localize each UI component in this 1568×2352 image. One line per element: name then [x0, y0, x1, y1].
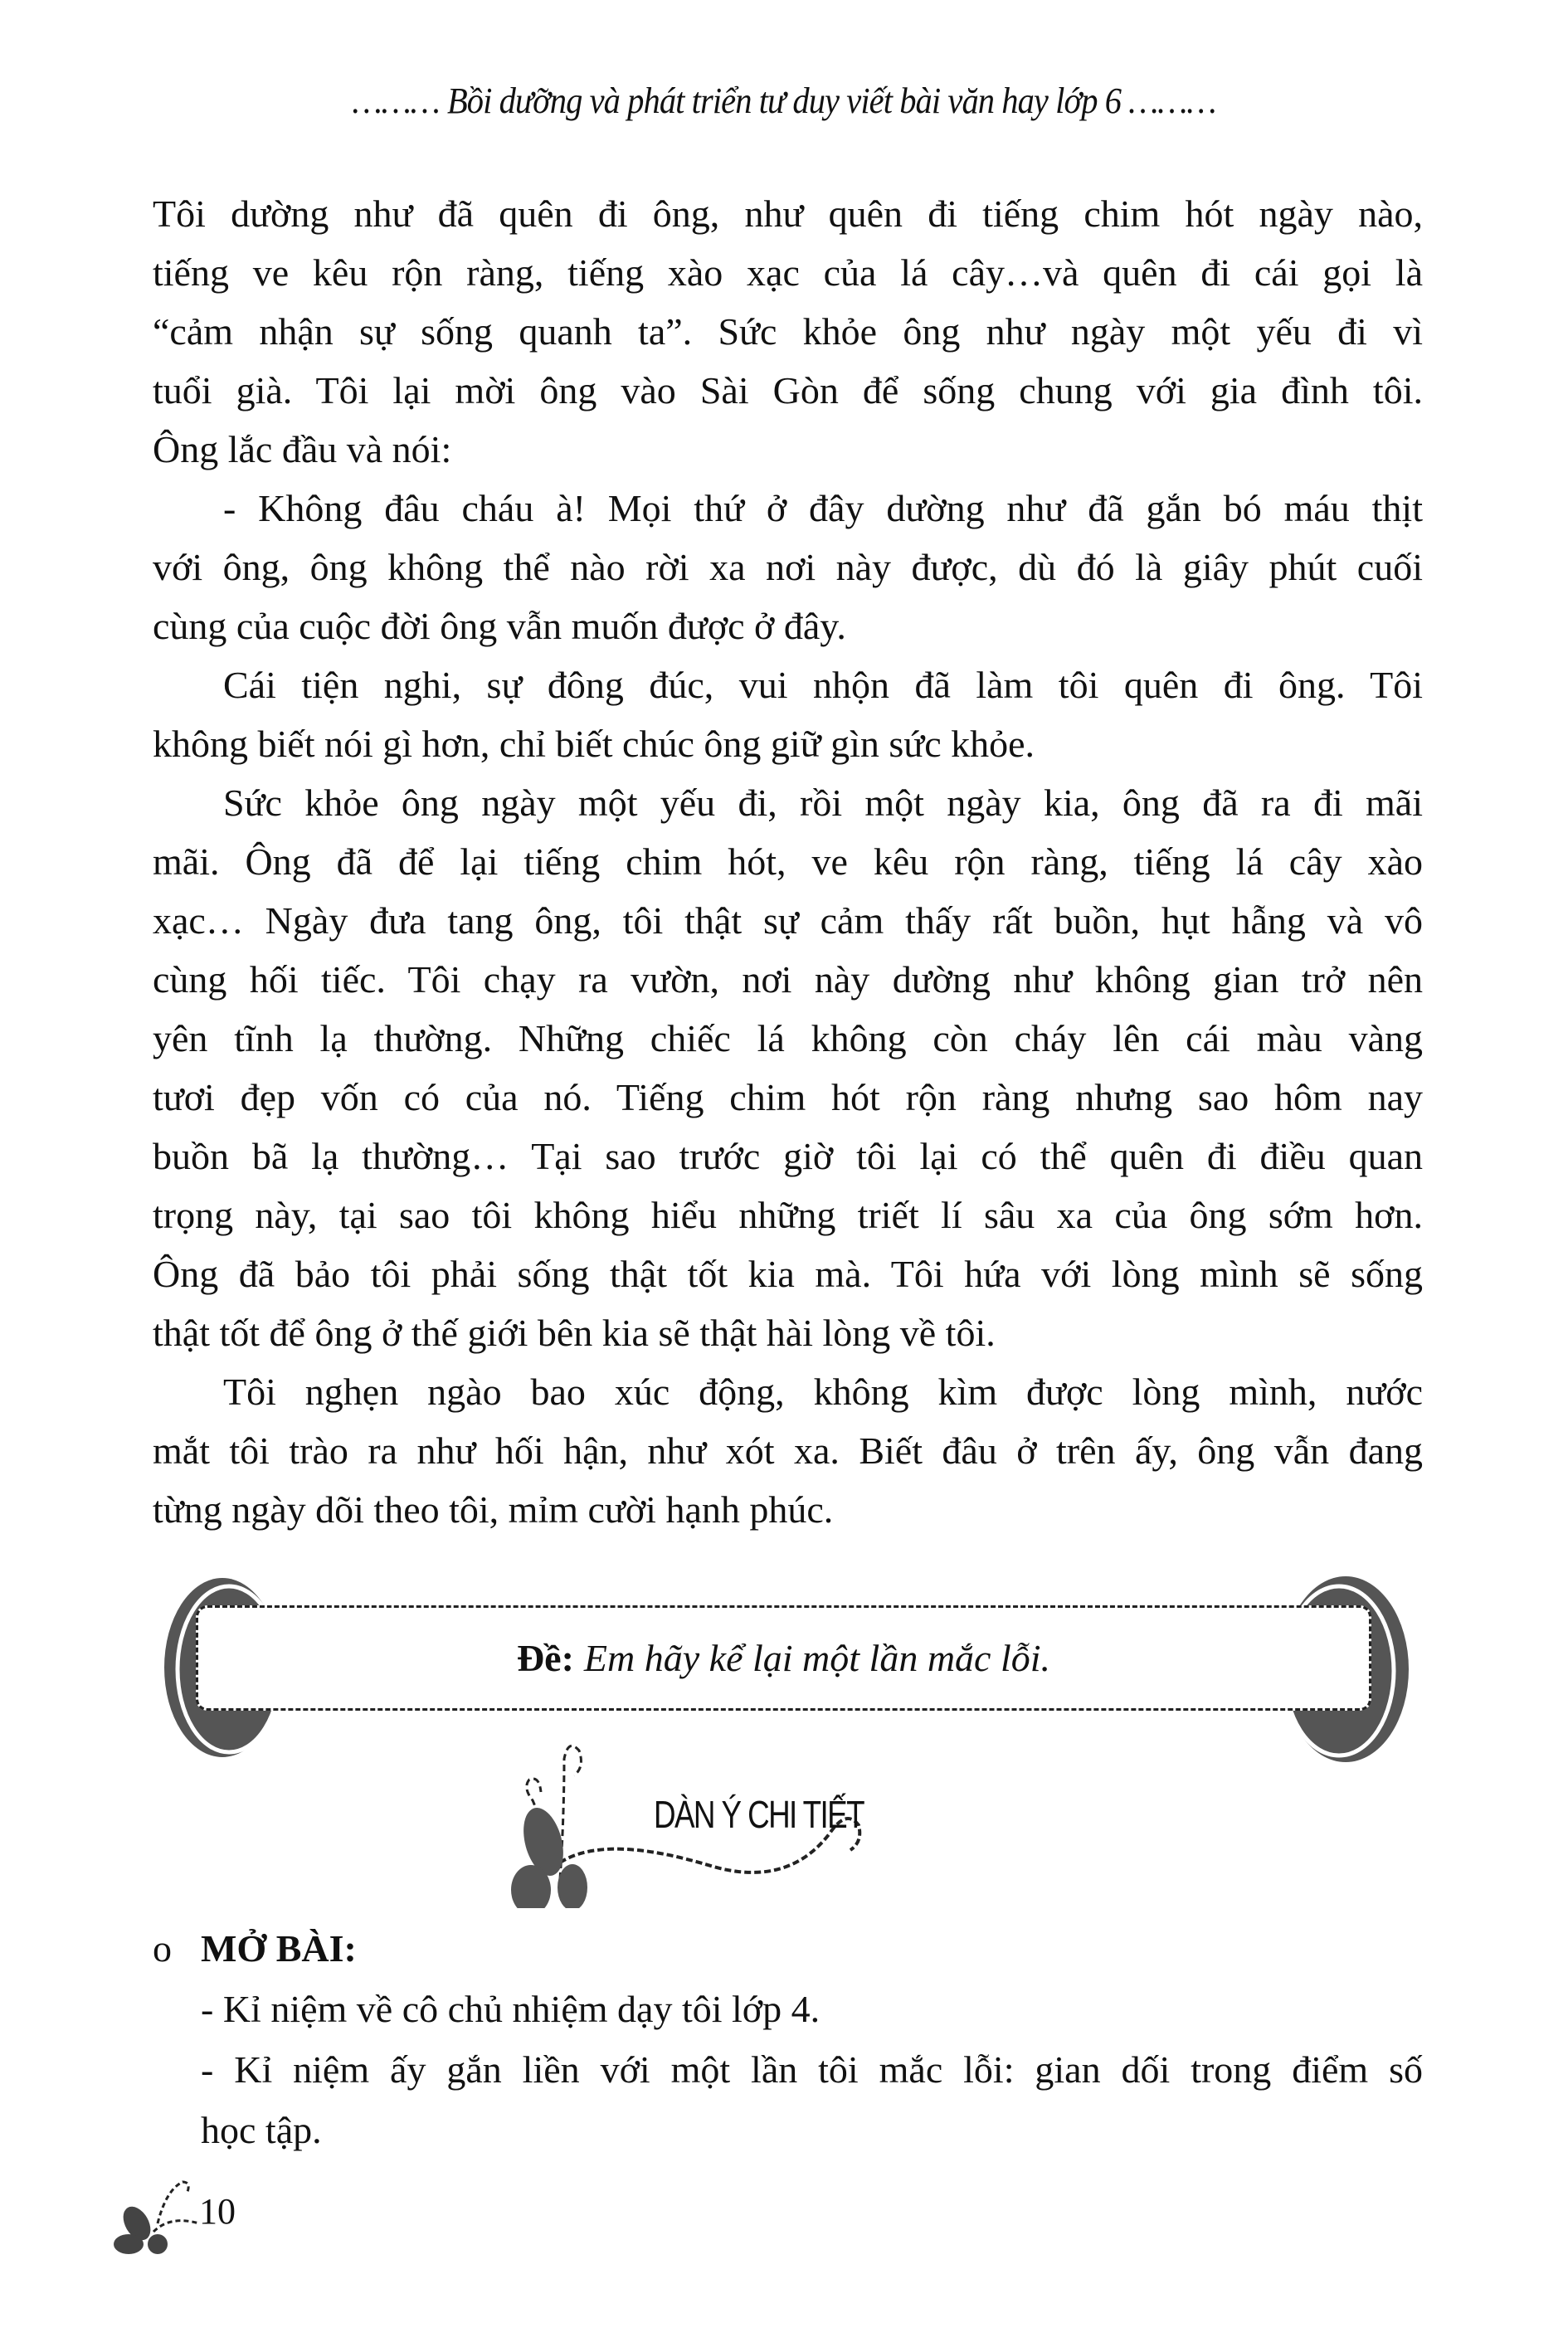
text-line: tươi đẹp vốn có của nó. Tiếng chim hót rộn ràng nhưng sao hôm nay: [153, 1076, 1423, 1118]
outline-item: học tập.: [201, 2109, 322, 2151]
bullet-marker: o: [153, 1927, 172, 1970]
text-line: Ông đã bảo tôi phải sống thật tốt kia mà. Tôi hứa với lòng mình sẽ sống: [153, 1253, 1423, 1295]
text-line: trọng này, tại sao tôi không hiểu những triết lí sâu xa của ông sớm hơn.: [153, 1194, 1423, 1236]
outline-title: DÀN Ý CHI TIẾT: [654, 1793, 864, 1836]
text-line: thật tốt để ông ở thế giới bên kia sẽ thật hài lòng về tôi.: [153, 1312, 996, 1354]
text-line: Cái tiện nghi, sự đông đúc, vui nhộn đã làm tôi quên đi ông. Tôi: [223, 664, 1423, 706]
text-line: - Không đâu cháu à! Mọi thứ ở đây dường như đã gắn bó máu thịt: [223, 487, 1423, 529]
page-number: 10: [199, 2191, 236, 2232]
outline-item: - Kỉ niệm về cô chủ nhiệm dạy tôi lớp 4.: [201, 1988, 821, 2030]
text-line: tiếng ve kêu rộn ràng, tiếng xào xạc của lá cây…và quên đi cái gọi là: [153, 251, 1423, 294]
text-line: cùng của cuộc đời ông vẫn muốn được ở đây.: [153, 605, 846, 647]
text-line: Tôi dường như đã quên đi ông, như quên đi tiếng chim hót ngày nào,: [153, 192, 1423, 235]
body-text: [153, 184, 1423, 1539]
section-mo-bai: [153, 1918, 1423, 2160]
text-line: tuổi già. Tôi lại mời ông vào Sài Gòn để sống chung với gia đình tôi.: [153, 369, 1423, 411]
text-line: “cảm nhận sự sống quanh ta”. Sức khỏe ông như ngày một yếu đi vì: [153, 310, 1423, 353]
text-line: yên tĩnh lạ thường. Những chiếc lá không còn cháy lên cái màu vàng: [153, 1017, 1423, 1059]
text-line: không biết nói gì hơn, chỉ biết chúc ông giữ gìn sức khỏe.: [153, 723, 1035, 765]
text-line: Tôi nghẹn ngào bao xúc động, không kìm được lòng mình, nước: [223, 1371, 1423, 1413]
text-line: mắt tôi trào ra như hối hận, như xót xa. Biết đâu ở trên ấy, ông vẫn đang: [153, 1429, 1423, 1472]
outline-item: - Kỉ niệm ấy gắn liền với một lần tôi mắc lỗi: gian dối trong điểm số: [201, 2048, 1423, 2091]
prompt-label: Đề:: [516, 1637, 574, 1679]
section-heading: MỞ BÀI:: [201, 1927, 357, 1970]
text-line: từng ngày dõi theo tôi, mỉm cười hạnh phúc.: [153, 1488, 834, 1531]
text-line: Sức khỏe ông ngày một yếu đi, rồi một ngày kia, ông đã ra đi mãi: [223, 782, 1423, 824]
prompt-text: Em hãy kể lại một lần mắc lỗi.: [583, 1637, 1051, 1679]
text-line: xạc… Ngày đưa tang ông, tôi thật sự cảm thấy rất buồn, hụt hẫng và vô: [153, 899, 1423, 942]
text-line: cùng hối tiếc. Tôi chạy ra vườn, nơi này dường như không gian trở nên: [153, 958, 1423, 1001]
corner-butterfly-icon: [108, 2165, 207, 2257]
text-line: mãi. Ông đã để lại tiếng chim hót, ve kêu rộn ràng, tiếng lá cây xào: [153, 840, 1423, 883]
text-line: với ông, ông không thể nào rời xa nơi này được, dù đó là giây phút cuối: [153, 546, 1423, 588]
text-line: buồn bã lạ thường… Tại sao trước giờ tôi lại có thể quên đi điều quan: [153, 1135, 1423, 1177]
assignment-prompt-box: [196, 1605, 1371, 1711]
running-header: ……… Bồi dưỡng và phát triển tư duy viết bài văn hay lớp 6 ………: [352, 80, 1216, 121]
text-line: Ông lắc đầu và nói:: [153, 428, 452, 470]
